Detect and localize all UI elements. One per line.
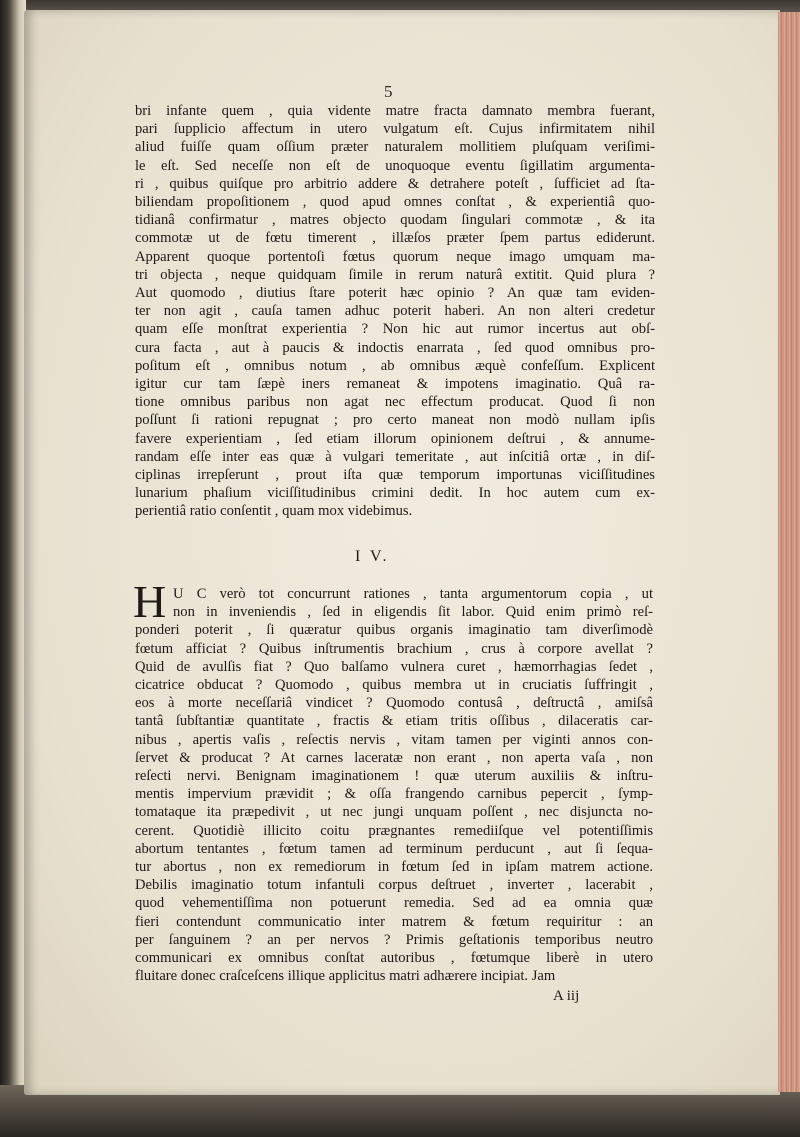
- text-line: nibus , apertis vaſis , reſectis nervis , vitam tamen per viginti annos con-: [135, 731, 653, 748]
- text-line: favere experientiam , ſed etiam illorum opinionem deſtrui , & annume-: [135, 430, 655, 447]
- text-line: poſitum eſt , omnibus notum , ab omnibus æquè confeſſum. Explicent: [135, 357, 655, 374]
- text-line: eos à morte neceſſariâ vindicet ? Quomodo contusâ , deſtructâ , amiſsâ: [135, 695, 653, 712]
- text-line: non in inveniendis , ſed in eligendis ſit labor. Quid enim primò reſ-: [173, 604, 653, 621]
- text-line: tomataque ita præpedivit , ut nec jungi unquam poſſent , nec disjuncta no-: [135, 804, 653, 821]
- text-line: ſervet & producat ? At carnes laceratæ non erant , non aperta vaſa , non: [135, 749, 653, 766]
- text-line: le eſt. Sed neceſſe non eſt de unoquoque eventu ſigillatim argumenta-: [135, 157, 655, 174]
- section-heading: I V.: [355, 548, 390, 565]
- page-number: 5: [384, 82, 393, 101]
- text-line: bri infante quem , quia vidente matre fracta damnato membra fuerant,: [135, 103, 655, 119]
- text-line: fieri contendunt communicatio inter matrem & fœtum requiritur : an: [135, 913, 653, 930]
- text-line: cerent. Quotidiè illicito coitu prægnantes remediiſque vel potentiſſimis: [135, 822, 653, 839]
- text-line: ciplinas irrepſerunt , prout iſta quæ temporum importunas viciſſitudines: [135, 467, 655, 484]
- text-line: commotæ ut de fœtu timerent , illæſos præter ſpem partus ediderunt.: [135, 230, 655, 247]
- text-line: ri , quibus quiſque pro arbitrio addere & detrahere poteſt , ſufficiet ad ſta-: [135, 175, 655, 192]
- text-line: quam eſſe monſtrat experientia ? Non hic aut rumor incertus aut obſ-: [135, 321, 655, 338]
- text-line: pari ſupplicio affectum in utero vulgatum eſt. Cujus infirmitatem nihil: [135, 121, 655, 138]
- text-line: tantâ ſubſtantiæ quantitate , fractis & etiam tritis oſſibus , dilaceratis car-: [135, 713, 653, 730]
- text-line: quod vehementiſſima non potuerunt remedia. Sed ad ea omnia quæ: [135, 895, 653, 912]
- text-line: fœtum afficiat ? Quibus inſtrumentis brachium , crus à corpore avellat ?: [135, 640, 653, 657]
- paragraph-1: [135, 102, 655, 521]
- text-line: fluitare donec craſceſcens illique applicitus matri adhærere incipiat. Jam: [135, 968, 556, 985]
- text-line: Quid de avulſis fiat ? Quo balſamo vulnera curet , hæmorrhagias ſedet ,: [135, 658, 653, 675]
- text-line: Aut quomodo , diutius ſtare poterit hæc opinio ? An quæ tam eviden-: [135, 285, 655, 302]
- text-line: tione omnibus paribus non agat nec effectum producat. Quod ſi non: [135, 394, 655, 411]
- text-line: communicari ex omnibus conſtat autoribus , fœtumque liberè in utero: [135, 950, 653, 967]
- text-line: aliud fuiſſe quam oſſium præter naturalem mollitiem pluſquam veriſimi-: [135, 139, 655, 156]
- page-edges-red: [778, 12, 800, 1092]
- text-line: abortum tentantes , fœtum tamen ad terminum perducunt , aut ſi ſequa-: [135, 840, 653, 857]
- text-line: biliendam propoſitionem , quod apud omnes conſtat , & experientiâ quo-: [135, 194, 655, 211]
- paragraph-2: [135, 585, 653, 985]
- signature-mark: A iij: [553, 988, 580, 1004]
- text-line: tidianâ confirmatur , matres objecto quodam ſingulari commotæ , & ita: [135, 212, 655, 229]
- text-line: tur abortus , non ex remediorum in fœtum ſed in ipſam matrem actione.: [135, 859, 653, 876]
- text-line: Debilis imaginatio totum infantuli corpus deſtruet , inverteт , lacerabit ,: [135, 877, 653, 894]
- text-line: cura facta , aut à paucis & indoctis enarrata , ſed quod omnibus pro-: [135, 339, 655, 356]
- text-line: igitur cur tam ſæpè iners remaneat & impotens imaginatio. Quâ ra-: [135, 376, 655, 393]
- text-line: lunarium phaſium viciſſitudinibus crimini dedit. In hoc autem cum ex-: [135, 485, 655, 502]
- drop-cap-letter: H: [133, 576, 167, 627]
- text-line: reſecti nervi. Benignam imaginationem ! quæ uterum auxiliis & inſtru-: [135, 768, 653, 785]
- text-line: Apparent quoque portentoſi fœtus quorum neque imago umquam ma-: [135, 248, 655, 265]
- text-line: U C verò tot concurrunt rationes , tanta argumentorum copia , ut: [173, 586, 653, 602]
- text-line: poſſunt ſi rationi repugnat ; pro certo maneat non modò nullam ipſis: [135, 412, 655, 429]
- text-line: cicatrice obducat ? Quomodo , quibus membra ut in cruciatis ſuffringit ,: [135, 677, 653, 694]
- text-line: randam eſſe inter eas quæ à vulgari temeritate , aut inſcitiâ ortæ , in diſ-: [135, 448, 655, 465]
- text-line: perientiâ ratio conſentit , quam mox videbimus.: [135, 503, 413, 520]
- text-line: per ſanguinem ? an per nervos ? Primis geſtationis temporibus neutro: [135, 931, 653, 948]
- text-line: mentis impervium prævidit ; & oſſa frangendo carnibus pepercit , ſymp-: [135, 786, 653, 803]
- text-line: tri objecta , neque quidquam ſimile in rerum naturâ extitit. Quid plura ?: [135, 266, 655, 283]
- text-line: ponderi poterit , ſi quæratur quibus organis imaginatio tam diverſimodè: [135, 622, 653, 639]
- book-binding-edge: [0, 0, 26, 1137]
- text-line: ter non agit , cauſa tamen adhuc poterit haberi. An non alteri credetur: [135, 303, 655, 320]
